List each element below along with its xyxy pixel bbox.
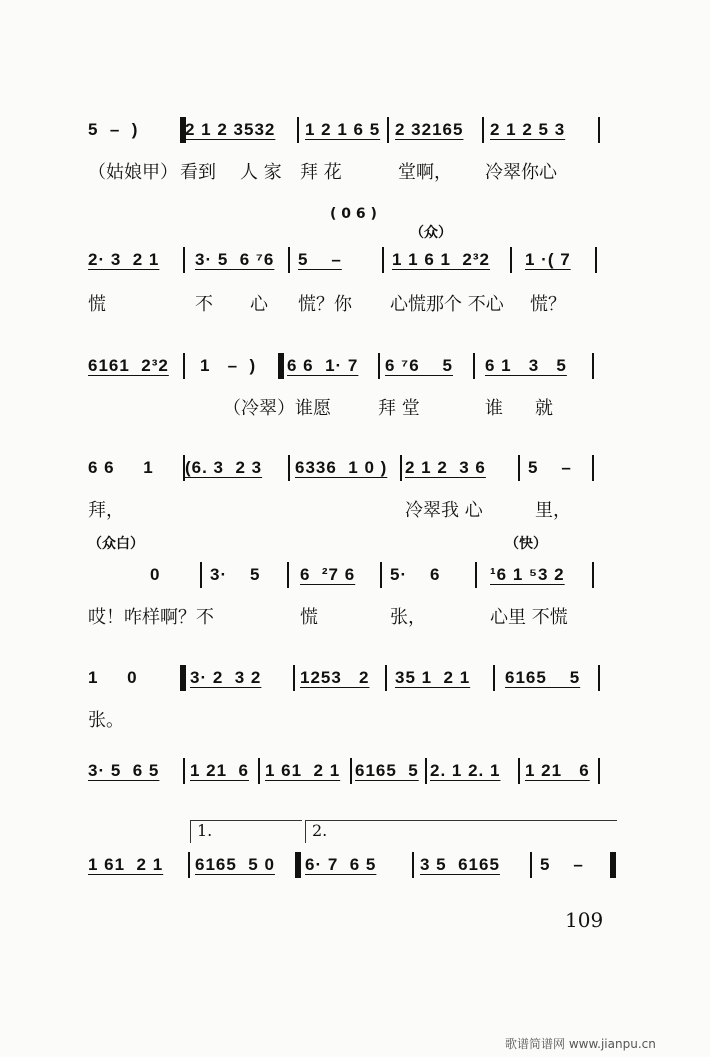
barline	[350, 758, 352, 784]
lyric-text: 慌？你	[298, 294, 352, 315]
barline	[518, 455, 520, 481]
measure-notes: 3· 5	[210, 565, 261, 584]
lyric-text: 里，	[535, 500, 571, 521]
barline	[510, 247, 512, 273]
lyric-text: 慌	[88, 294, 106, 315]
lyric-text: 不	[195, 294, 213, 315]
lyric-text: 就	[535, 398, 553, 419]
measure-notes: 6161 2³2	[88, 356, 169, 375]
lyric-text: 堂啊，	[398, 162, 452, 183]
barline	[287, 562, 289, 588]
barline	[288, 455, 290, 481]
lyric-text: 拜 堂	[378, 398, 420, 419]
measure-notes: (6. 3 2 3	[185, 458, 263, 477]
barline	[183, 455, 185, 481]
lyric-text: 心慌那个 不心	[390, 294, 504, 315]
barline	[595, 247, 597, 273]
barline	[598, 665, 600, 691]
lyric-text: 慌？	[530, 294, 566, 315]
barline	[592, 562, 594, 588]
lyric-text: 人 家	[240, 162, 282, 183]
measure-notes: 5· 6	[390, 565, 441, 584]
barline	[382, 247, 384, 273]
measure-notes: 6 6 1· 7	[287, 356, 359, 375]
lyric-text: 慌	[300, 607, 318, 628]
measure-notes: 6165 5	[355, 761, 419, 780]
lyric-text: 张。	[88, 710, 124, 731]
double-barline	[610, 852, 616, 878]
barline	[412, 852, 414, 878]
barline	[188, 852, 190, 878]
measure-notes: 6 1 3 5	[485, 356, 567, 375]
measure-notes: 2 1 2 3532	[185, 120, 276, 139]
measure-notes: 3· 5 6 ⁷6	[195, 250, 275, 269]
measure-notes: 3 5 6165	[420, 855, 500, 874]
measure-notes: 5 –	[540, 855, 584, 874]
barline	[598, 117, 600, 143]
volta-bracket: 1.	[190, 820, 302, 843]
measure-notes: 1 – )	[200, 356, 257, 375]
measure-notes: 2 1 2 5 3	[490, 120, 566, 139]
barline	[592, 353, 594, 379]
barline	[592, 455, 594, 481]
measure-notes: 6 ²7 6	[300, 565, 356, 584]
measure-notes: 1 21 6	[190, 761, 249, 780]
barline	[598, 758, 600, 784]
lyric-text: 冷翠我 心	[405, 500, 483, 521]
measure-notes: 1 21 6	[525, 761, 590, 780]
measure-notes: 1 0	[88, 668, 138, 687]
performance-mark: （众）	[410, 225, 452, 241]
barline	[482, 117, 484, 143]
double-barline	[180, 665, 186, 691]
lyric-text: 拜，	[88, 500, 124, 521]
barline	[380, 562, 382, 588]
barline	[200, 562, 202, 588]
measure-notes: 6 6 1	[88, 458, 154, 477]
lyric-text: 张，	[390, 607, 426, 628]
barline	[425, 758, 427, 784]
barline	[387, 117, 389, 143]
measure-notes: 3· 2 3 2	[190, 668, 262, 687]
volta-bracket: 2.	[305, 820, 617, 843]
barline	[183, 247, 185, 273]
measure-notes: 0	[150, 565, 161, 584]
barline	[183, 353, 185, 379]
measure-notes: ¹6 1 ⁵3 2	[490, 565, 565, 584]
barline	[493, 665, 495, 691]
performance-mark: （快）	[505, 536, 547, 552]
double-barline	[180, 117, 186, 143]
measure-notes: 1 2 1 6 5	[305, 120, 381, 139]
performance-mark: ( 0 6 )	[330, 206, 377, 222]
barline	[293, 665, 295, 691]
barline	[400, 455, 402, 481]
measure-notes: 1 ·( 7	[525, 250, 571, 269]
lyric-text: （冷翠）谁愿	[223, 398, 331, 419]
measure-notes: 5 –	[298, 250, 342, 269]
barline	[530, 852, 532, 878]
barline	[518, 758, 520, 784]
barline	[288, 247, 290, 273]
measure-notes: 2 1 2 3 6	[405, 458, 486, 477]
measure-notes: 35 1 2 1	[395, 668, 471, 687]
measure-notes: 6165 5 0	[195, 855, 275, 874]
barline	[473, 353, 475, 379]
measure-notes: 2 32165	[395, 120, 464, 139]
lyric-text: 心里 不慌	[490, 607, 568, 628]
barline	[475, 562, 477, 588]
measure-notes: 5 – )	[88, 120, 139, 139]
watermark: 歌谱简谱网 www.jianpu.cn	[505, 1037, 656, 1051]
barline	[297, 117, 299, 143]
measure-notes: 6165 5	[505, 668, 581, 687]
performance-mark: （众白）	[88, 536, 144, 552]
lyric-text: 谁	[485, 398, 503, 419]
lyric-text: 看到	[180, 162, 216, 183]
measure-notes: 6 ⁷6 5	[385, 356, 453, 375]
measure-notes: 2· 3 2 1	[88, 250, 160, 269]
measure-notes: 1 61 2 1	[88, 855, 164, 874]
double-barline	[278, 353, 284, 379]
lyric-text: 冷翠你心	[485, 162, 557, 183]
barline	[385, 665, 387, 691]
measure-notes: 5 –	[528, 458, 572, 477]
lyric-text: 拜 花	[300, 162, 342, 183]
measure-notes: 1 61 2 1	[265, 761, 341, 780]
measure-notes: 6· 7 6 5	[305, 855, 377, 874]
measure-notes: 3· 5 6 5	[88, 761, 160, 780]
measure-notes: 1253 2	[300, 668, 370, 687]
measure-notes: 1 1 6 1 2³2	[392, 250, 491, 269]
barline	[378, 353, 380, 379]
lyric-text: 心	[250, 294, 268, 315]
measure-notes: 2. 1 2. 1	[430, 761, 501, 780]
double-barline	[295, 852, 301, 878]
measure-notes: 6336 1 0 )	[295, 458, 388, 477]
lyric-text: 哎！咋样啊？不	[88, 607, 214, 628]
lyric-text: （姑娘甲）	[88, 162, 178, 183]
page-number: 109	[565, 908, 604, 932]
barline	[258, 758, 260, 784]
barline	[183, 758, 185, 784]
